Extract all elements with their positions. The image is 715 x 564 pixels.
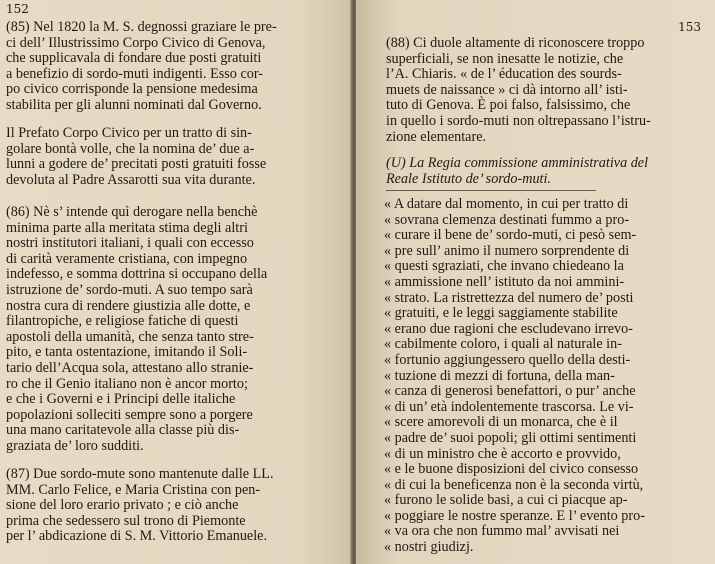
text-line: tario dell’Acqua sola, attestano allo stranie- xyxy=(6,359,254,376)
text-line: minima parte alla meritata stima degli altri xyxy=(6,219,248,236)
text-line: (85) Nel 1820 la M. S. degnossi graziare le pre- xyxy=(6,19,277,35)
heading-underline xyxy=(386,190,596,191)
text-line: devoluta al Padre Assarotti sua vita durante. xyxy=(6,171,256,188)
footnote-85 xyxy=(6,20,277,114)
text-line: « scere amorevoli di un monarca, che è il xyxy=(384,414,618,431)
text-line: stabilita per gli alunni nominati dal Governo. xyxy=(6,96,262,113)
text-line: « tuzione di mezzi di fortuna, della man- xyxy=(384,367,615,384)
text-line: filantropiche, e religiose fatiche di questi xyxy=(6,313,239,330)
text-line: di carità veramente cristiana, con impegno xyxy=(6,250,248,267)
text-line: in quello i sordo-muti non oltrepassano l’istru- xyxy=(386,112,651,129)
text-line: che supplicavala di fondare due posti gratuiti xyxy=(6,50,262,67)
text-line: (87) Due sordo-mute sono mantenute dalle LL. xyxy=(6,466,274,482)
text-line: (U) La Regia commissione amministrativa del xyxy=(386,155,649,171)
text-line: golare bontà volle, che la nomina de’ due a- xyxy=(6,140,255,157)
text-line: tuto di Genova. È poi falso, falsissimo, che xyxy=(386,97,631,114)
text-line: « questi sgraziati, che invano chiedeano la xyxy=(384,258,624,275)
text-line: « furono le solide basi, a cui ci piacque ap- xyxy=(384,492,628,509)
text-line: apostoli della umanità, che senza tanto stre- xyxy=(6,328,254,345)
text-line: graziata de’ loro sudditi. xyxy=(6,437,144,454)
text-line: « erano due ragioni che escludevano irrevo- xyxy=(384,320,633,337)
text-line: « va ora che non fummo mal’ avvisati nei xyxy=(384,523,620,540)
text-line: « e le buone disposizioni del civico consesso xyxy=(384,461,639,478)
text-line: « fortunio aggiungessero quello della desti- xyxy=(384,351,631,368)
text-line: lunni a godere de’ precitati posti gratuiti fosse xyxy=(6,156,267,173)
text-line: Reale Istituto de’ sordo-muti. xyxy=(386,170,551,187)
text-line: (88) Ci duole altamente di riconoscere troppo xyxy=(386,35,645,51)
section-heading xyxy=(386,156,648,187)
text-line: « ammissione nell’ istituto da noi ammini- xyxy=(384,273,625,290)
footnote-86 xyxy=(6,205,267,455)
text-line: « curare il bene de’ sordo-muti, ci pesò sem- xyxy=(384,227,637,244)
text-line: e che i Governi e i Principi delle italiche xyxy=(6,391,236,408)
text-line: « poggiare le nostre speranze. E l’ evento pro- xyxy=(384,507,645,524)
text-line: « di un ministro che è accorto e provvido, xyxy=(384,445,621,462)
text-line: Il Prefato Corpo Civico per un tratto di sin- xyxy=(6,125,252,141)
footnote-87 xyxy=(6,467,274,545)
right-page xyxy=(356,0,715,564)
text-line: per l’ abdicazione di S. M. Vittorio Emanuele. xyxy=(6,528,268,545)
text-line: prima che sedessero sul trono di Piemonte xyxy=(6,512,246,529)
footnote-88 xyxy=(386,36,651,145)
text-line: a benefizio di sordo-muti indigenti. Esso cor- xyxy=(6,65,264,82)
text-line: indefesso, e somma dottrina si occupano della xyxy=(6,266,268,283)
text-line: « canza di generosi benefattori, o pur’ anche xyxy=(384,383,636,400)
text-line: muets de naissance » ci dà intorno all’ isti- xyxy=(386,81,628,98)
text-line: sione del loro erario privato ; e ciò anche xyxy=(6,497,239,514)
text-line: « pre sull’ animo il numero sorprendente di xyxy=(384,242,630,259)
text-line: popolazioni solleciti sempre sono a porgere xyxy=(6,406,253,423)
left-page xyxy=(0,0,352,564)
text-line: nostri institutori italiani, i quali con eccesso xyxy=(6,235,254,252)
text-line: ro che il Genio italiano non è ancor morto; xyxy=(6,375,248,392)
text-line: pito, e tanta ostentazione, imitando il Soli- xyxy=(6,344,248,361)
text-line: po civico corrisponde la pensione medesima xyxy=(6,81,258,98)
page-number-left: 152 xyxy=(6,2,29,16)
text-line: « sovrana clemenza destinati fummo a pro- xyxy=(384,211,630,228)
text-line: « padre de’ suoi popoli; gli ottimi sentimenti xyxy=(384,429,637,446)
text-line: « strato. La ristrettezza del numero de’ posti xyxy=(384,289,634,306)
text-line: « cabilmente coloro, i quali al naturale in- xyxy=(384,336,622,353)
text-line: MM. Carlo Felice, e Maria Cristina con pen- xyxy=(6,481,261,498)
text-line: superficiali, se non inesatte le notizie, che xyxy=(386,50,624,67)
text-line: (86) Nè s’ intende quì derogare nella benchè xyxy=(6,204,258,220)
text-line: istruzione de’ sordo-muti. A suo tempo sarà xyxy=(6,281,253,298)
page-number-right: 153 xyxy=(678,20,701,34)
text-line: l’A. Chiaris. « de l’ éducation des sourds- xyxy=(386,66,622,83)
commission-quote xyxy=(384,197,645,556)
text-line: ci dell’ Illustrissimo Corpo Civico di Genova, xyxy=(6,34,266,51)
text-line: « di un’ età indolentemente trascorsa. Le vi- xyxy=(384,398,634,415)
text-line: « gratuiti, e le leggi saggiamente stabilite xyxy=(384,305,618,322)
text-line: zione elementare. xyxy=(386,128,487,145)
footnote-85-continued xyxy=(6,126,266,188)
text-line: « A datare dal momento, in cui per tratto di xyxy=(384,196,629,212)
text-line: « nostri giudizj. xyxy=(384,539,474,556)
text-line: nostra cura di rendere giustizia alle dotte, e xyxy=(6,297,251,314)
text-line: « di cui la beneficenza non è la seconda virtù, xyxy=(384,476,644,493)
text-line: una mano caritatevole alla classe più dis- xyxy=(6,422,240,439)
